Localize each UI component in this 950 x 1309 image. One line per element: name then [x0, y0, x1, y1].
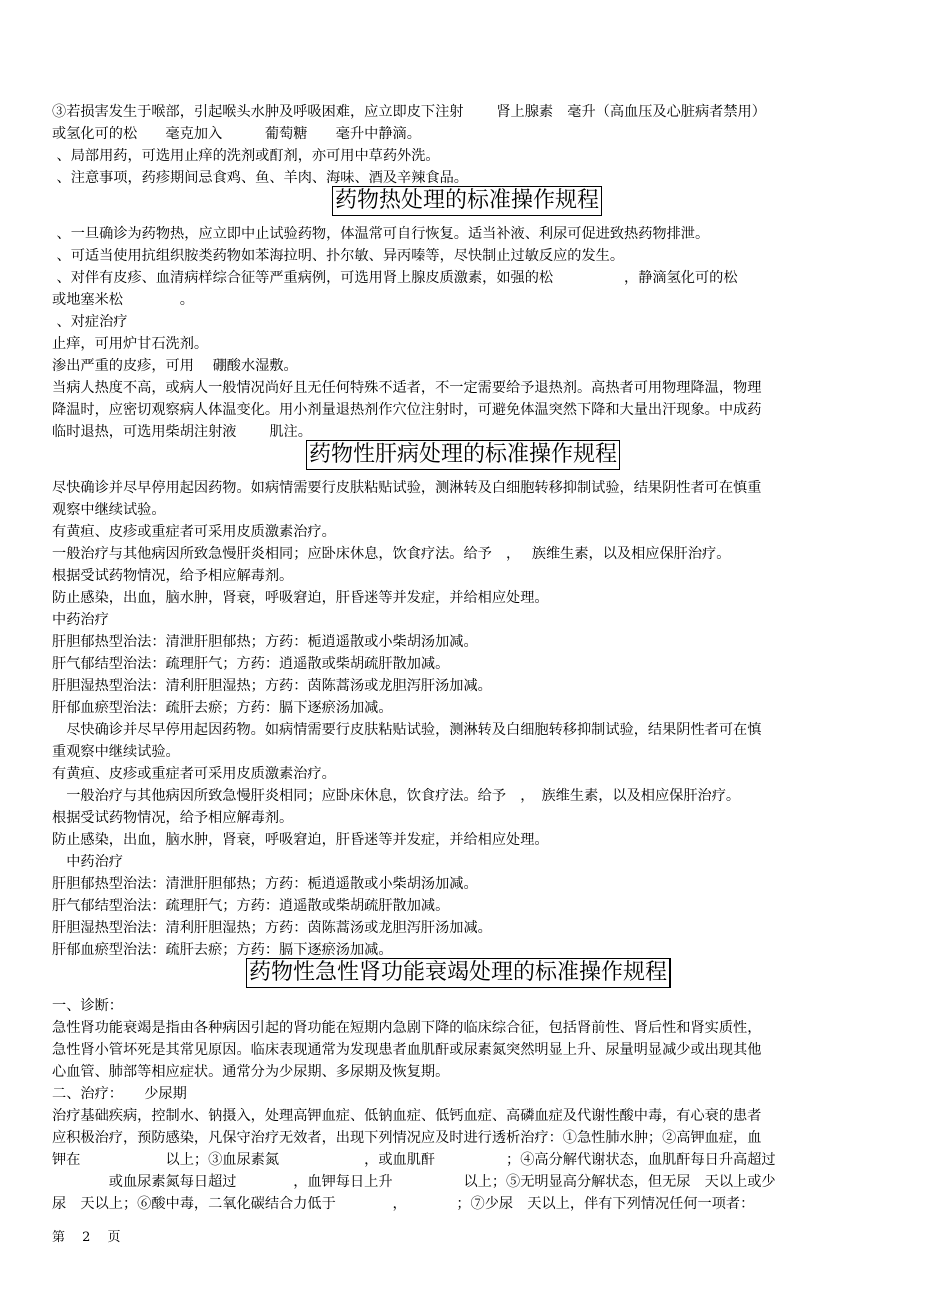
text-line: 中药治疗 — [52, 854, 123, 870]
text-line: 、一旦确诊为药物热，应立即中止试验药物，体温常可自行恢复。适当补液、利尿可促进致热药物排泄。 — [52, 226, 710, 242]
text-line: 急性肾小管坏死是其常见原因。临床表现通常为发现患者血肌酐或尿素氮突然明显上升、尿量明显减少或出现其他 — [52, 1042, 762, 1058]
text-line: 一、诊断： — [52, 998, 123, 1014]
text-line: 肝胆湿热型治法：清利肝胆湿热；方药：茵陈蒿汤或龙胆泻肝汤加减。 — [52, 920, 492, 936]
text-line: 根据受试药物情况，给予相应解毒剂。 — [52, 810, 294, 826]
text-line: 肝郁血瘀型治法：疏肝去瘀；方药：膈下逐瘀汤加减。 — [52, 942, 393, 958]
text-line: 肝胆湿热型治法：清利肝胆湿热；方药：茵陈蒿汤或龙胆泻肝汤加减。 — [52, 678, 492, 694]
text-line: 治疗基础疾病，控制水、钠摄入，处理高钾血症、低钠血症、低钙血症、高磷血症及代谢性酸中毒，有心衰的患者 — [52, 1108, 762, 1124]
text-line: 观察中继续试验。 — [52, 502, 166, 518]
text-line: 、对症治疗 — [52, 314, 128, 330]
text-line: 防止感染，出血，脑水肿，肾衰，呼吸窘迫，肝昏迷等并发症，并给相应处理。 — [52, 832, 549, 848]
text-line: 根据受试药物情况，给予相应解毒剂。 — [52, 568, 294, 584]
text-line: 急性肾功能衰竭是指由各种病因引起的肾功能在短期内急剧下降的临床综合征，包括肾前性、肾后性和肾实质性， — [52, 1020, 762, 1036]
text-line: 重观察中继续试验。 — [52, 744, 180, 760]
text-line: 一般治疗与其他病因所致急慢肝炎相同；应卧床休息，饮食疗法。给予 ， 族维生素，以及相应保肝治疗。 — [52, 546, 731, 562]
text-line: 尽快确诊并尽早停用起因药物。如病情需要行皮肤粘贴试验，测淋转及白细胞转移抑制试验，结果阴性者可在慎 — [52, 722, 762, 738]
text-line: ③若损害发生于喉部，引起喉头水肿及呼吸困难，应立即皮下注射 肾上腺素 毫升（高血压及心脏病者禁用） — [52, 104, 766, 120]
text-line: 降温时，应密切观察病人体温变化。用小剂量退热剂作穴位注射时，可避免体温突然下降和大量出汗现象。中成药 — [52, 402, 762, 418]
text-line: 或地塞米松 。 — [52, 292, 194, 308]
text-line: 、对伴有皮疹、血清病样综合征等严重病例，可选用肾上腺皮质激素，如强的松 ，静滴氢化可的松 — [52, 270, 738, 286]
text-line: 有黄疸、皮疹或重症者可采用皮质激素治疗。 — [52, 524, 336, 540]
section-title-drug-fever: 药物热处理的标准操作规程 — [332, 186, 602, 216]
text-line: 心血管、肺部等相应症状。通常分为少尿期、多尿期及恢复期。 — [52, 1064, 450, 1080]
section-title-drug-liver: 药物性肝病处理的标准操作规程 — [306, 440, 620, 470]
text-line: 或血尿素氮每日超过 ，血钾每日上升 以上；⑤无明显高分解状态，但无尿 天以上或少 — [52, 1174, 776, 1190]
text-line: 止痒，可用炉甘石洗剂。 — [52, 336, 209, 352]
text-line: 防止感染，出血，脑水肿，肾衰，呼吸窘迫，肝昏迷等并发症，并给相应处理。 — [52, 590, 549, 606]
text-line: 肝胆郁热型治法：清泄肝胆郁热；方药：栀逍遥散或小柴胡汤加减。 — [52, 634, 478, 650]
text-line: 或氢化可的松 毫克加入 葡萄糖 毫升中静滴。 — [52, 126, 421, 142]
text-line: 肝气郁结型治法：疏理肝气；方药：逍遥散或柴胡疏肝散加减。 — [52, 656, 450, 672]
text-line: 尽快确诊并尽早停用起因药物。如病情需要行皮肤粘贴试验，测淋转及白细胞转移抑制试验，结果阴性者可在慎重 — [52, 480, 762, 496]
text-line: 二、治疗： 少尿期 — [52, 1086, 187, 1102]
page-number-footer: 第 2 页 — [52, 1230, 121, 1245]
text-line: 一般治疗与其他病因所致急慢肝炎相同；应卧床休息，饮食疗法。给予 ， 族维生素，以及相应保肝治疗。 — [52, 788, 741, 804]
text-line: 、可适当使用抗组织胺类药物如苯海拉明、扑尔敏、异丙嗪等，尽快制止过敏反应的发生。 — [52, 248, 625, 264]
text-line: 钾在 以上；③血尿素氮 ，或血肌酐 ；④高分解代谢状态，血肌酐每日升高超过 — [52, 1152, 776, 1168]
text-line: 、局部用药，可选用止痒的洗剂或酊剂，亦可用中草药外洗。 — [52, 148, 440, 164]
text-line: 、注意事项，药疹期间忌食鸡、鱼、羊肉、海味、酒及辛辣食品。 — [52, 170, 468, 186]
text-line: 肝气郁结型治法：疏理肝气；方药：逍遥散或柴胡疏肝散加减。 — [52, 898, 450, 914]
text-line: 临时退热，可选用柴胡注射液 肌注。 — [52, 424, 312, 440]
text-line: 应积极治疗，预防感染，凡保守治疗无效者，出现下列情况应及时进行透析治疗：①急性肺水肿；②高钾血症，血 — [52, 1130, 762, 1146]
section-title-drug-kidney: 药物性急性肾功能衰竭处理的标准操作规程 — [246, 958, 671, 988]
text-line: 肝胆郁热型治法：清泄肝胆郁热；方药：栀逍遥散或小柴胡汤加减。 — [52, 876, 478, 892]
text-line: 尿 天以上；⑥酸中毒，二氧化碳结合力低于 ， ；⑦少尿 天以上，伴有下列情况任何一项者： — [52, 1196, 755, 1212]
text-line: 当病人热度不高，或病人一般情况尚好且无任何特殊不适者，不一定需要给予退热剂。高热者可用物理降温，物理 — [52, 380, 762, 396]
text-line: 渗出严重的皮疹，可用 硼酸水湿敷。 — [52, 358, 298, 374]
text-line: 肝郁血瘀型治法：疏肝去瘀；方药：膈下逐瘀汤加减。 — [52, 700, 393, 716]
text-line: 中药治疗 — [52, 612, 109, 628]
text-line: 有黄疸、皮疹或重症者可采用皮质激素治疗。 — [52, 766, 336, 782]
